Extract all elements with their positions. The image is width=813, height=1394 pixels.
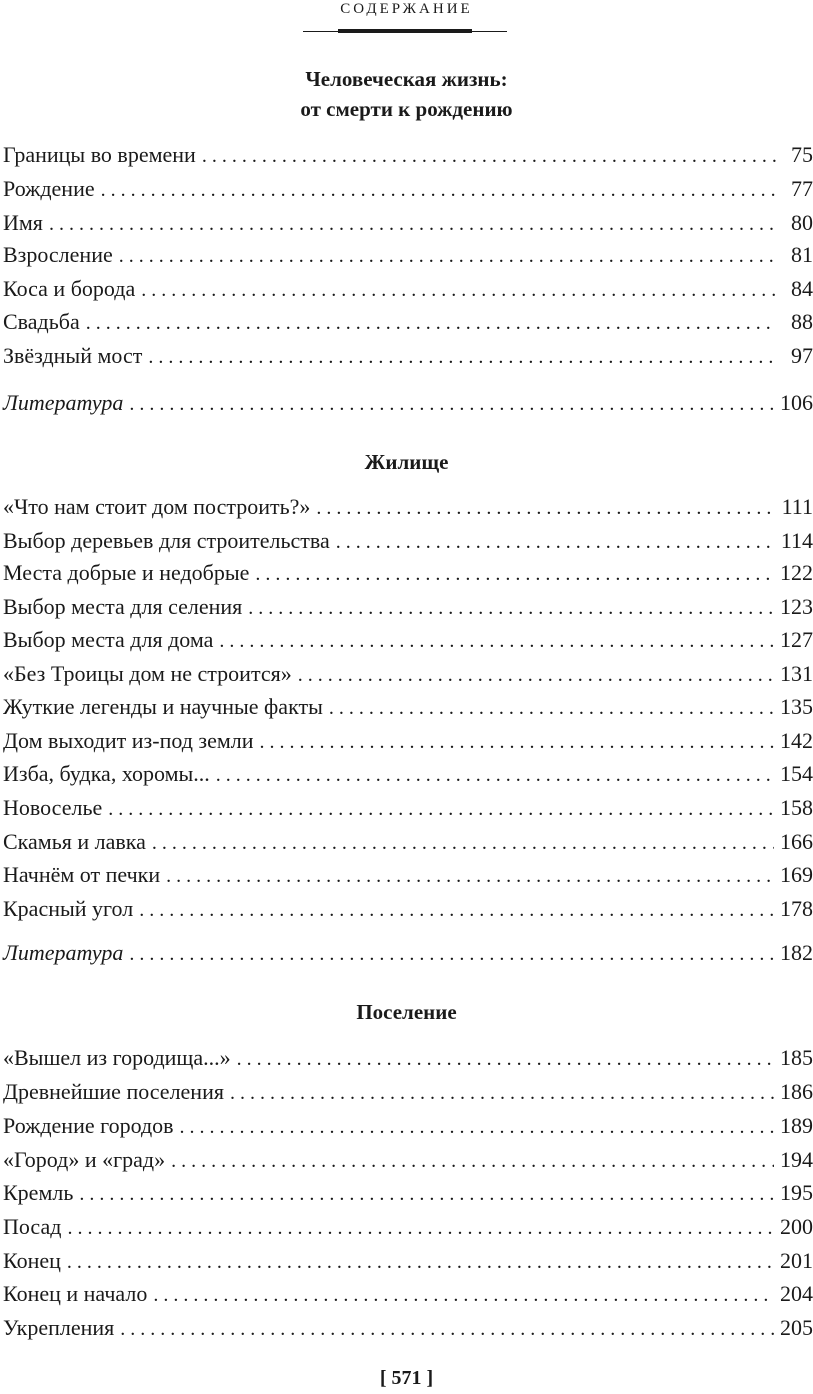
leader-dots	[260, 725, 774, 759]
leader-dots	[148, 340, 777, 374]
toc-entry-label: Коса и борода	[3, 272, 141, 306]
leader-dots	[171, 1144, 774, 1178]
toc-entry-page: 114	[780, 528, 813, 553]
leader-dots	[119, 239, 777, 273]
toc-entry-page: 182	[780, 940, 813, 965]
toc-entry-page: 195	[780, 1180, 813, 1205]
toc-entry-page: 166	[780, 829, 813, 854]
toc-entry-label: Выбор деревьев для строительства	[3, 524, 336, 558]
toc-entry-label: Начнём от печки	[3, 858, 166, 892]
leader-dots	[67, 1211, 774, 1245]
toc-entry-label: Кремль	[3, 1176, 79, 1210]
toc-entry-label: Жуткие легенды и научные факты	[3, 690, 329, 724]
toc-entry[interactable]	[3, 892, 813, 926]
toc-entry-page: 106	[780, 390, 813, 415]
leader-dots	[219, 624, 774, 658]
toc-entry-label: Укрепления	[3, 1311, 120, 1345]
toc-entry[interactable]	[3, 724, 813, 758]
leader-dots	[180, 1110, 774, 1144]
toc-entry-label: Конец	[3, 1244, 67, 1278]
toc-entry-page: 189	[780, 1113, 813, 1138]
toc-entry[interactable]	[3, 172, 813, 206]
toc-entry-label: Выбор места для селения	[3, 590, 248, 624]
toc-entry-label: Границы во времени	[3, 138, 202, 172]
toc-entry-page: 122	[780, 560, 813, 585]
toc-entry-page: 142	[780, 728, 813, 753]
section-title: Поселение	[356, 1000, 457, 1024]
page-number: [ 571 ]	[379, 1367, 434, 1389]
toc-entry-label: Красный угол	[3, 892, 139, 926]
toc-entry[interactable]	[3, 1311, 813, 1345]
toc-entry-label: Взросление	[3, 238, 119, 272]
toc-entry-label: Выбор места для дома	[3, 623, 219, 657]
toc-entry[interactable]	[3, 590, 813, 624]
leader-dots	[129, 387, 774, 421]
toc-entry-page: 201	[780, 1248, 813, 1273]
leader-dots	[316, 491, 775, 525]
leader-dots	[129, 937, 774, 971]
toc-entry[interactable]	[3, 556, 813, 590]
toc-entry[interactable]	[3, 272, 813, 306]
toc-entry-label: «Без Троицы дом не строится»	[3, 657, 298, 691]
toc-entry-label: Дом выходит из-под земли	[3, 724, 260, 758]
leader-dots	[329, 691, 774, 725]
toc-entry-page: 169	[780, 862, 813, 887]
leader-dots	[108, 792, 774, 826]
toc-entry[interactable]	[3, 1143, 813, 1177]
toc-entry[interactable]	[3, 339, 813, 373]
leader-dots	[79, 1177, 774, 1211]
leader-dots	[237, 1042, 774, 1076]
leader-dots	[166, 859, 774, 893]
toc-entry-page: 75	[791, 142, 813, 167]
toc-entry-page: 81	[791, 242, 813, 267]
toc-entry-page: 77	[791, 176, 813, 201]
toc-entry[interactable]	[3, 1041, 813, 1075]
leader-dots	[255, 557, 774, 591]
toc-entry[interactable]	[3, 657, 813, 691]
toc-entry[interactable]	[3, 1075, 813, 1109]
toc-entry-page: 123	[780, 594, 813, 619]
toc-entry-page: 135	[780, 694, 813, 719]
toc-entry-label: Древнейшие поселения	[3, 1075, 230, 1109]
toc-entry-page: 186	[780, 1079, 813, 1104]
leader-dots	[49, 207, 777, 241]
toc-entry-page: 84	[791, 276, 813, 301]
toc-entry-page: 80	[791, 210, 813, 235]
toc-entry-page: 154	[780, 761, 813, 786]
leader-dots	[101, 173, 777, 207]
leader-dots	[86, 306, 777, 340]
leader-dots	[216, 758, 774, 792]
toc-entry[interactable]	[3, 690, 813, 724]
leader-dots	[336, 525, 775, 559]
toc-entry-label: «Вышел из городища...»	[3, 1041, 237, 1075]
toc-entry-page: 204	[780, 1281, 813, 1306]
toc-entry-label: Скамья и лавка	[3, 825, 152, 859]
toc-entry-label: Литература	[3, 936, 129, 970]
toc-literature-entry[interactable]	[3, 936, 813, 970]
toc-entry[interactable]	[3, 138, 813, 172]
toc-entry-label: Литература	[3, 386, 129, 420]
toc-entry-page: 194	[780, 1147, 813, 1172]
running-head: СОДЕРЖАНИЕ	[340, 1, 473, 17]
leader-dots	[152, 826, 774, 860]
toc-entry-page: 205	[780, 1315, 813, 1340]
toc-entry[interactable]	[3, 238, 813, 272]
section-title-line-1: Человеческая жизнь:	[305, 67, 508, 91]
toc-entry-label: Конец и начало	[3, 1277, 153, 1311]
toc-entry-page: 127	[780, 627, 813, 652]
toc-entry[interactable]	[3, 791, 813, 825]
toc-entry-label: Посад	[3, 1210, 67, 1244]
toc-entry-label: Свадьба	[3, 305, 86, 339]
toc-entry-page: 178	[780, 896, 813, 921]
toc-entry[interactable]	[3, 206, 813, 240]
running-head-rule-accent	[338, 29, 472, 33]
toc-entry-label: «Город» и «град»	[3, 1143, 171, 1177]
toc-entry[interactable]	[3, 305, 813, 339]
toc-entry-page: 185	[780, 1045, 813, 1070]
toc-entry-label: Изба, будка, хоромы...	[3, 757, 216, 791]
leader-dots	[298, 658, 774, 692]
section-title-line-2: от смерти к рождению	[300, 97, 513, 121]
toc-entry[interactable]	[3, 490, 813, 524]
toc-entry-label: Имя	[3, 206, 49, 240]
toc-entry-label: Рождение городов	[3, 1109, 180, 1143]
toc-entry[interactable]	[3, 1277, 813, 1311]
toc-entry[interactable]	[3, 623, 813, 657]
toc-entry-page: 97	[791, 343, 813, 368]
toc-entry-page: 158	[780, 795, 813, 820]
leader-dots	[248, 591, 774, 625]
toc-entry[interactable]	[3, 1109, 813, 1143]
leader-dots	[153, 1278, 774, 1312]
leader-dots	[67, 1245, 774, 1279]
toc-entry[interactable]	[3, 1210, 813, 1244]
toc-entry-page: 88	[791, 309, 813, 334]
toc-entry[interactable]	[3, 1176, 813, 1210]
toc-entry[interactable]	[3, 825, 813, 859]
toc-entry[interactable]	[3, 858, 813, 892]
toc-entry-page: 200	[780, 1214, 813, 1239]
toc-entry-label: Новоселье	[3, 791, 108, 825]
leader-dots	[230, 1076, 774, 1110]
toc-entry-label: Места добрые и недобрые	[3, 556, 255, 590]
toc-entry-page: 111	[781, 494, 813, 519]
toc-entry-label: Рождение	[3, 172, 101, 206]
leader-dots	[202, 139, 777, 173]
leader-dots	[141, 273, 777, 307]
toc-entry-label: «Что нам стоит дом построить?»	[3, 490, 316, 524]
toc-entry-label: Звёздный мост	[3, 339, 148, 373]
toc-literature-entry[interactable]	[3, 386, 813, 420]
toc-entry[interactable]	[3, 524, 813, 558]
toc-entry-page: 131	[780, 661, 813, 686]
leader-dots	[139, 893, 774, 927]
leader-dots	[120, 1312, 774, 1346]
toc-entry[interactable]	[3, 757, 813, 791]
section-title: Жилище	[364, 450, 449, 474]
toc-entry[interactable]	[3, 1244, 813, 1278]
